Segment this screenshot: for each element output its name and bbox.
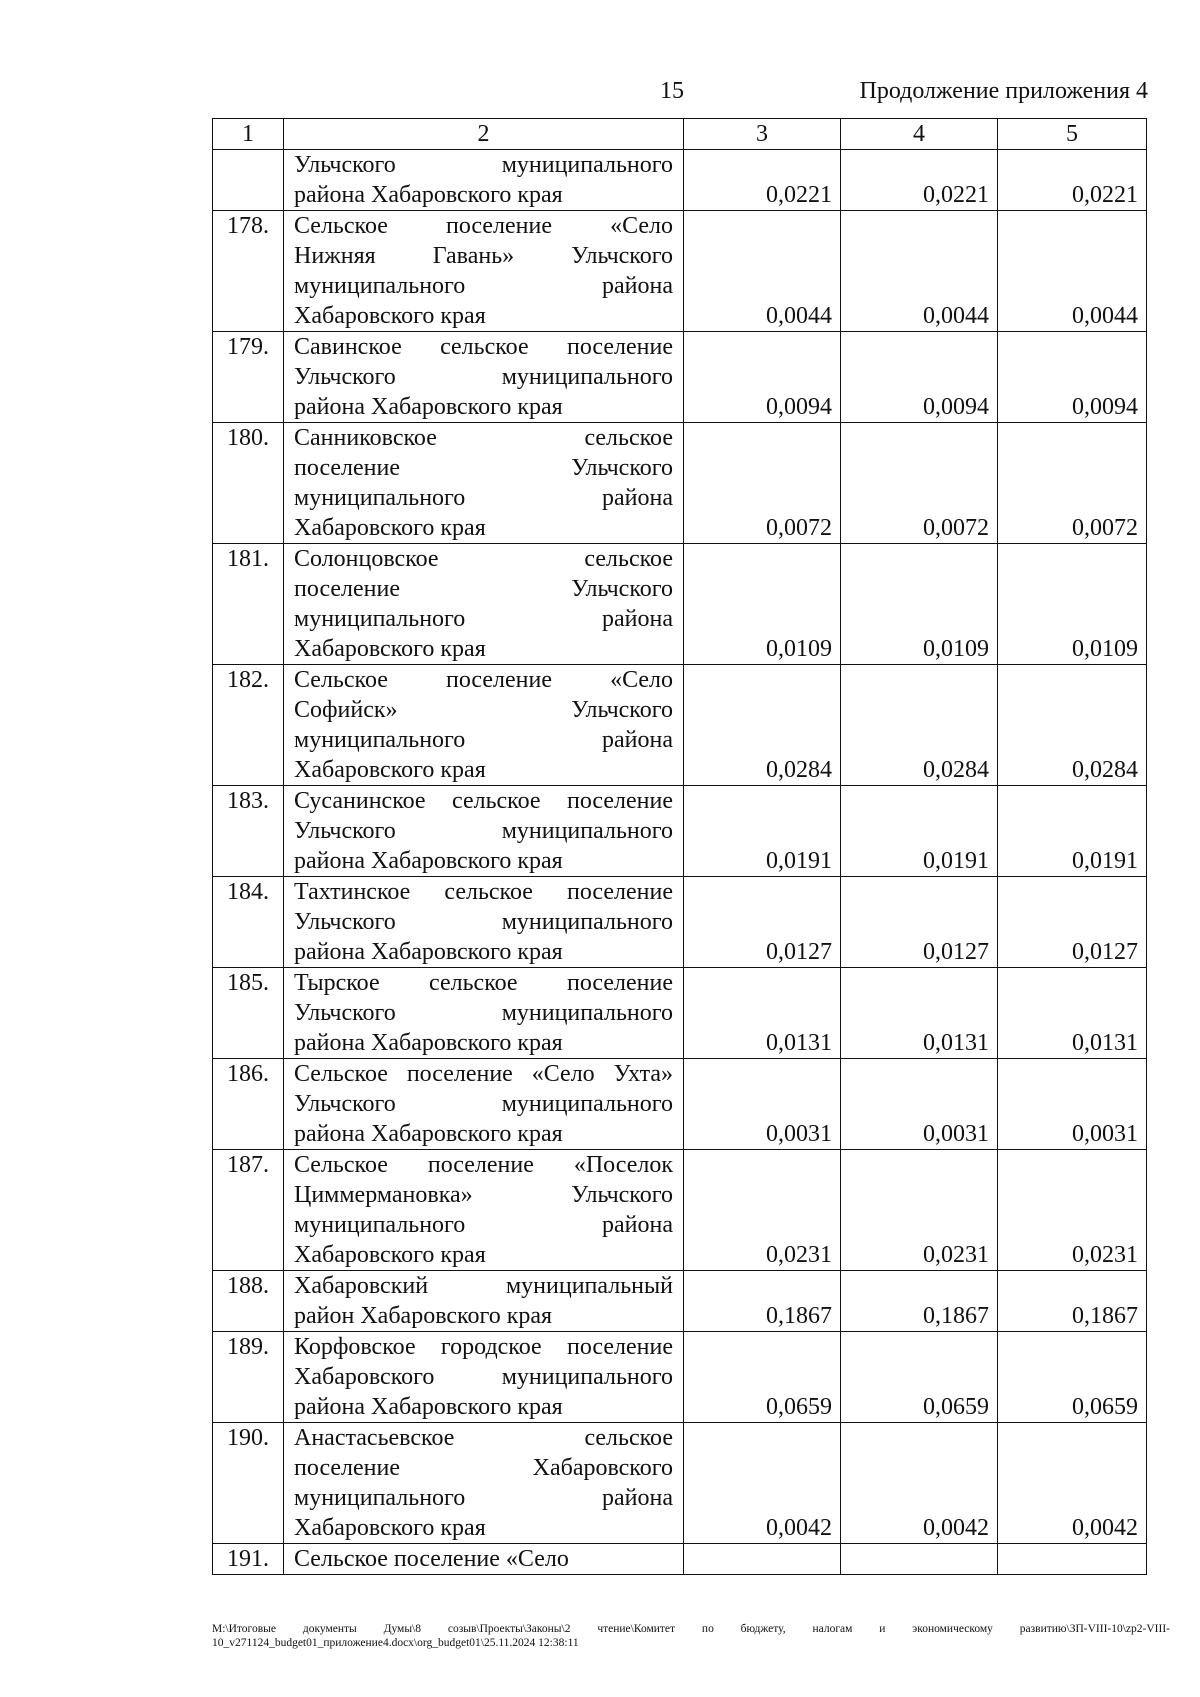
table-body (213, 119, 1147, 1575)
share-value-c5: 0,0221 (998, 150, 1147, 211)
share-value-c4: 0,0072 (841, 423, 998, 544)
municipality-name-line: Хабаровского муниципального (294, 1364, 673, 1390)
municipality-name-line: поселение Хабаровского (294, 1455, 673, 1481)
municipality-name-line: Ульчского муниципального (294, 1000, 673, 1026)
row-number: 178. (213, 211, 284, 332)
share-value-c5: 0,0072 (998, 423, 1147, 544)
table-row (213, 1059, 1147, 1150)
municipality-name-line: муниципального района (294, 727, 673, 753)
share-value-c4: 0,0221 (841, 150, 998, 211)
municipality-name-line: Нижняя Гавань» Ульчского (294, 243, 673, 269)
municipality-name-line: Ульчского муниципального (294, 152, 673, 178)
share-value-c3: 0,0131 (684, 968, 841, 1059)
share-value-c4: 0,0191 (841, 786, 998, 877)
share-value-c3: 0,0221 (684, 150, 841, 211)
row-number: 186. (213, 1059, 284, 1150)
share-value-c3: 0,1867 (684, 1271, 841, 1332)
row-number: 182. (213, 665, 284, 786)
municipality-name (284, 423, 684, 544)
municipality-name-line: Хабаровский муниципальный (294, 1273, 673, 1299)
table-row (213, 423, 1147, 544)
row-number: 179. (213, 332, 284, 423)
municipality-name-line: район Хабаровского края (294, 1303, 553, 1329)
municipality-name-line: Ульчского муниципального (294, 1091, 673, 1117)
share-value-c4: 0,0094 (841, 332, 998, 423)
page-number: 15 (660, 78, 684, 104)
municipality-name-line: района Хабаровского края (294, 939, 563, 965)
row-number: 183. (213, 786, 284, 877)
share-value-c3: 0,0191 (684, 786, 841, 877)
municipality-name-line: Хабаровского края (294, 757, 486, 783)
municipality-name-line: Хабаровского края (294, 515, 486, 541)
table-row (213, 786, 1147, 877)
municipality-name (284, 1271, 684, 1332)
municipality-name-line: Сельское поселение «Село (294, 1546, 569, 1572)
column-header: 3 (684, 119, 841, 150)
municipality-name (284, 150, 684, 211)
municipality-name (284, 544, 684, 665)
row-number: 191. (213, 1544, 284, 1575)
municipality-name-line: муниципального района (294, 485, 673, 511)
share-value-c3: 0,0072 (684, 423, 841, 544)
column-header-row (213, 119, 1147, 150)
share-value-c3: 0,0094 (684, 332, 841, 423)
row-number: 180. (213, 423, 284, 544)
share-value-c4: 0,0659 (841, 1332, 998, 1423)
municipality-name-line: муниципального района (294, 1212, 673, 1238)
column-header: 4 (841, 119, 998, 150)
municipality-name-line: района Хабаровского края (294, 394, 563, 420)
row-number: 188. (213, 1271, 284, 1332)
share-value-c3: 0,0042 (684, 1423, 841, 1544)
share-value-c4: 0,0031 (841, 1059, 998, 1150)
share-value-c5: 0,0231 (998, 1150, 1147, 1271)
municipality-name (284, 1059, 684, 1150)
municipality-name-line: Корфовское городское поселение (294, 1334, 673, 1360)
municipality-name (284, 1423, 684, 1544)
table-row (213, 150, 1147, 211)
table-row (213, 211, 1147, 332)
municipality-name-line: поселение Ульчского (294, 455, 673, 481)
share-value-c3: 0,0659 (684, 1332, 841, 1423)
share-value-c5: 0,0131 (998, 968, 1147, 1059)
share-value-c4: 0,0109 (841, 544, 998, 665)
municipality-name-line: муниципального района (294, 606, 673, 632)
share-value-c5: 0,0094 (998, 332, 1147, 423)
municipality-name-line: Ульчского муниципального (294, 818, 673, 844)
municipality-name-line: Софийск» Ульчского (294, 697, 673, 723)
share-value-c5: 0,0044 (998, 211, 1147, 332)
share-value-c5: 0,0031 (998, 1059, 1147, 1150)
municipality-name-line: Циммермановка» Ульчского (294, 1182, 673, 1208)
municipality-name-line: Сельское поселение «Село (294, 667, 673, 693)
municipality-name-line: района Хабаровского края (294, 1394, 563, 1420)
municipality-name-line: Сусанинское сельское поселение (294, 788, 673, 814)
share-value-c3: 0,0284 (684, 665, 841, 786)
municipality-name-line: муниципального района (294, 1485, 673, 1511)
row-number (213, 150, 284, 211)
municipality-name-line: муниципального района (294, 273, 673, 299)
row-number: 190. (213, 1423, 284, 1544)
municipality-name-line: Тырское сельское поселение (294, 970, 673, 996)
share-value-c5: 0,1867 (998, 1271, 1147, 1332)
municipality-name-line: Тахтинское сельское поселение (294, 879, 673, 905)
share-value-c5: 0,0659 (998, 1332, 1147, 1423)
table-row (213, 1423, 1147, 1544)
municipality-name (284, 968, 684, 1059)
table-row (213, 877, 1147, 968)
municipality-name-line: Сельское поселение «Село Ухта» (294, 1061, 673, 1087)
municipality-name (284, 1150, 684, 1271)
municipality-name-line: Солонцовское сельское (294, 546, 673, 572)
municipality-name-line: района Хабаровского края (294, 1121, 563, 1147)
share-value-c4 (841, 1544, 998, 1575)
municipality-name-line: Санниковское сельское (294, 425, 673, 451)
share-value-c3: 0,0109 (684, 544, 841, 665)
municipality-name-line: Ульчского муниципального (294, 909, 673, 935)
table-row (213, 968, 1147, 1059)
share-value-c4: 0,1867 (841, 1271, 998, 1332)
municipality-name-line: района Хабаровского края (294, 182, 563, 208)
share-value-c3: 0,0127 (684, 877, 841, 968)
continuation-heading: Продолжение приложения 4 (859, 78, 1148, 104)
share-value-c3: 0,0031 (684, 1059, 841, 1150)
share-value-c5: 0,0191 (998, 786, 1147, 877)
municipality-name (284, 211, 684, 332)
municipality-name (284, 877, 684, 968)
municipality-name (284, 786, 684, 877)
municipality-name-line: Савинское сельское поселение (294, 334, 673, 360)
share-value-c4: 0,0044 (841, 211, 998, 332)
row-number: 189. (213, 1332, 284, 1423)
share-value-c5 (998, 1544, 1147, 1575)
table-row (213, 1544, 1147, 1575)
row-number: 187. (213, 1150, 284, 1271)
municipality-name-line: района Хабаровского края (294, 1030, 563, 1056)
share-value-c5: 0,0042 (998, 1423, 1147, 1544)
share-value-c5: 0,0109 (998, 544, 1147, 665)
share-value-c5: 0,0284 (998, 665, 1147, 786)
municipality-name-line: района Хабаровского края (294, 848, 563, 874)
share-value-c4: 0,0131 (841, 968, 998, 1059)
municipality-name (284, 1544, 684, 1575)
share-value-c5: 0,0127 (998, 877, 1147, 968)
share-value-c4: 0,0127 (841, 877, 998, 968)
share-value-c3 (684, 1544, 841, 1575)
municipality-name-line: Сельское поселение «Поселок (294, 1152, 673, 1178)
municipality-name (284, 665, 684, 786)
share-value-c4: 0,0042 (841, 1423, 998, 1544)
table-row (213, 1332, 1147, 1423)
municipality-name-line: Хабаровского края (294, 1515, 486, 1541)
municipality-name (284, 332, 684, 423)
table-row (213, 544, 1147, 665)
table-row (213, 1271, 1147, 1332)
municipality-name-line: Анастасьевское сельское (294, 1425, 673, 1451)
municipality-name-line: Хабаровского края (294, 1242, 486, 1268)
share-value-c3: 0,0231 (684, 1150, 841, 1271)
column-header: 1 (213, 119, 284, 150)
budget-distribution-table (212, 118, 1147, 1575)
column-header: 2 (284, 119, 684, 150)
row-number: 185. (213, 968, 284, 1059)
municipality-name-line: Хабаровского края (294, 636, 486, 662)
share-value-c4: 0,0284 (841, 665, 998, 786)
column-header: 5 (998, 119, 1147, 150)
share-value-c4: 0,0231 (841, 1150, 998, 1271)
table-row (213, 332, 1147, 423)
document-file-path: M:\Итоговые документы Думы\8 созыв\Проекты\Законы\2 чтение\Комитет по бюджету, налогам и экономическому развитию\ЗП-VIII-10\zp2-VIII-10_v271124_budget01_приложение4.docx\org_budget01\25.11.2024 12:38:11 (212, 1623, 1170, 1649)
municipality-name-line: Хабаровского края (294, 303, 486, 329)
row-number: 184. (213, 877, 284, 968)
table-row (213, 1150, 1147, 1271)
municipality-name-line: Сельское поселение «Село (294, 213, 673, 239)
municipality-name-line: поселение Ульчского (294, 576, 673, 602)
municipality-name (284, 1332, 684, 1423)
municipality-name-line: Ульчского муниципального (294, 364, 673, 390)
share-value-c3: 0,0044 (684, 211, 841, 332)
row-number: 181. (213, 544, 284, 665)
table-row (213, 665, 1147, 786)
